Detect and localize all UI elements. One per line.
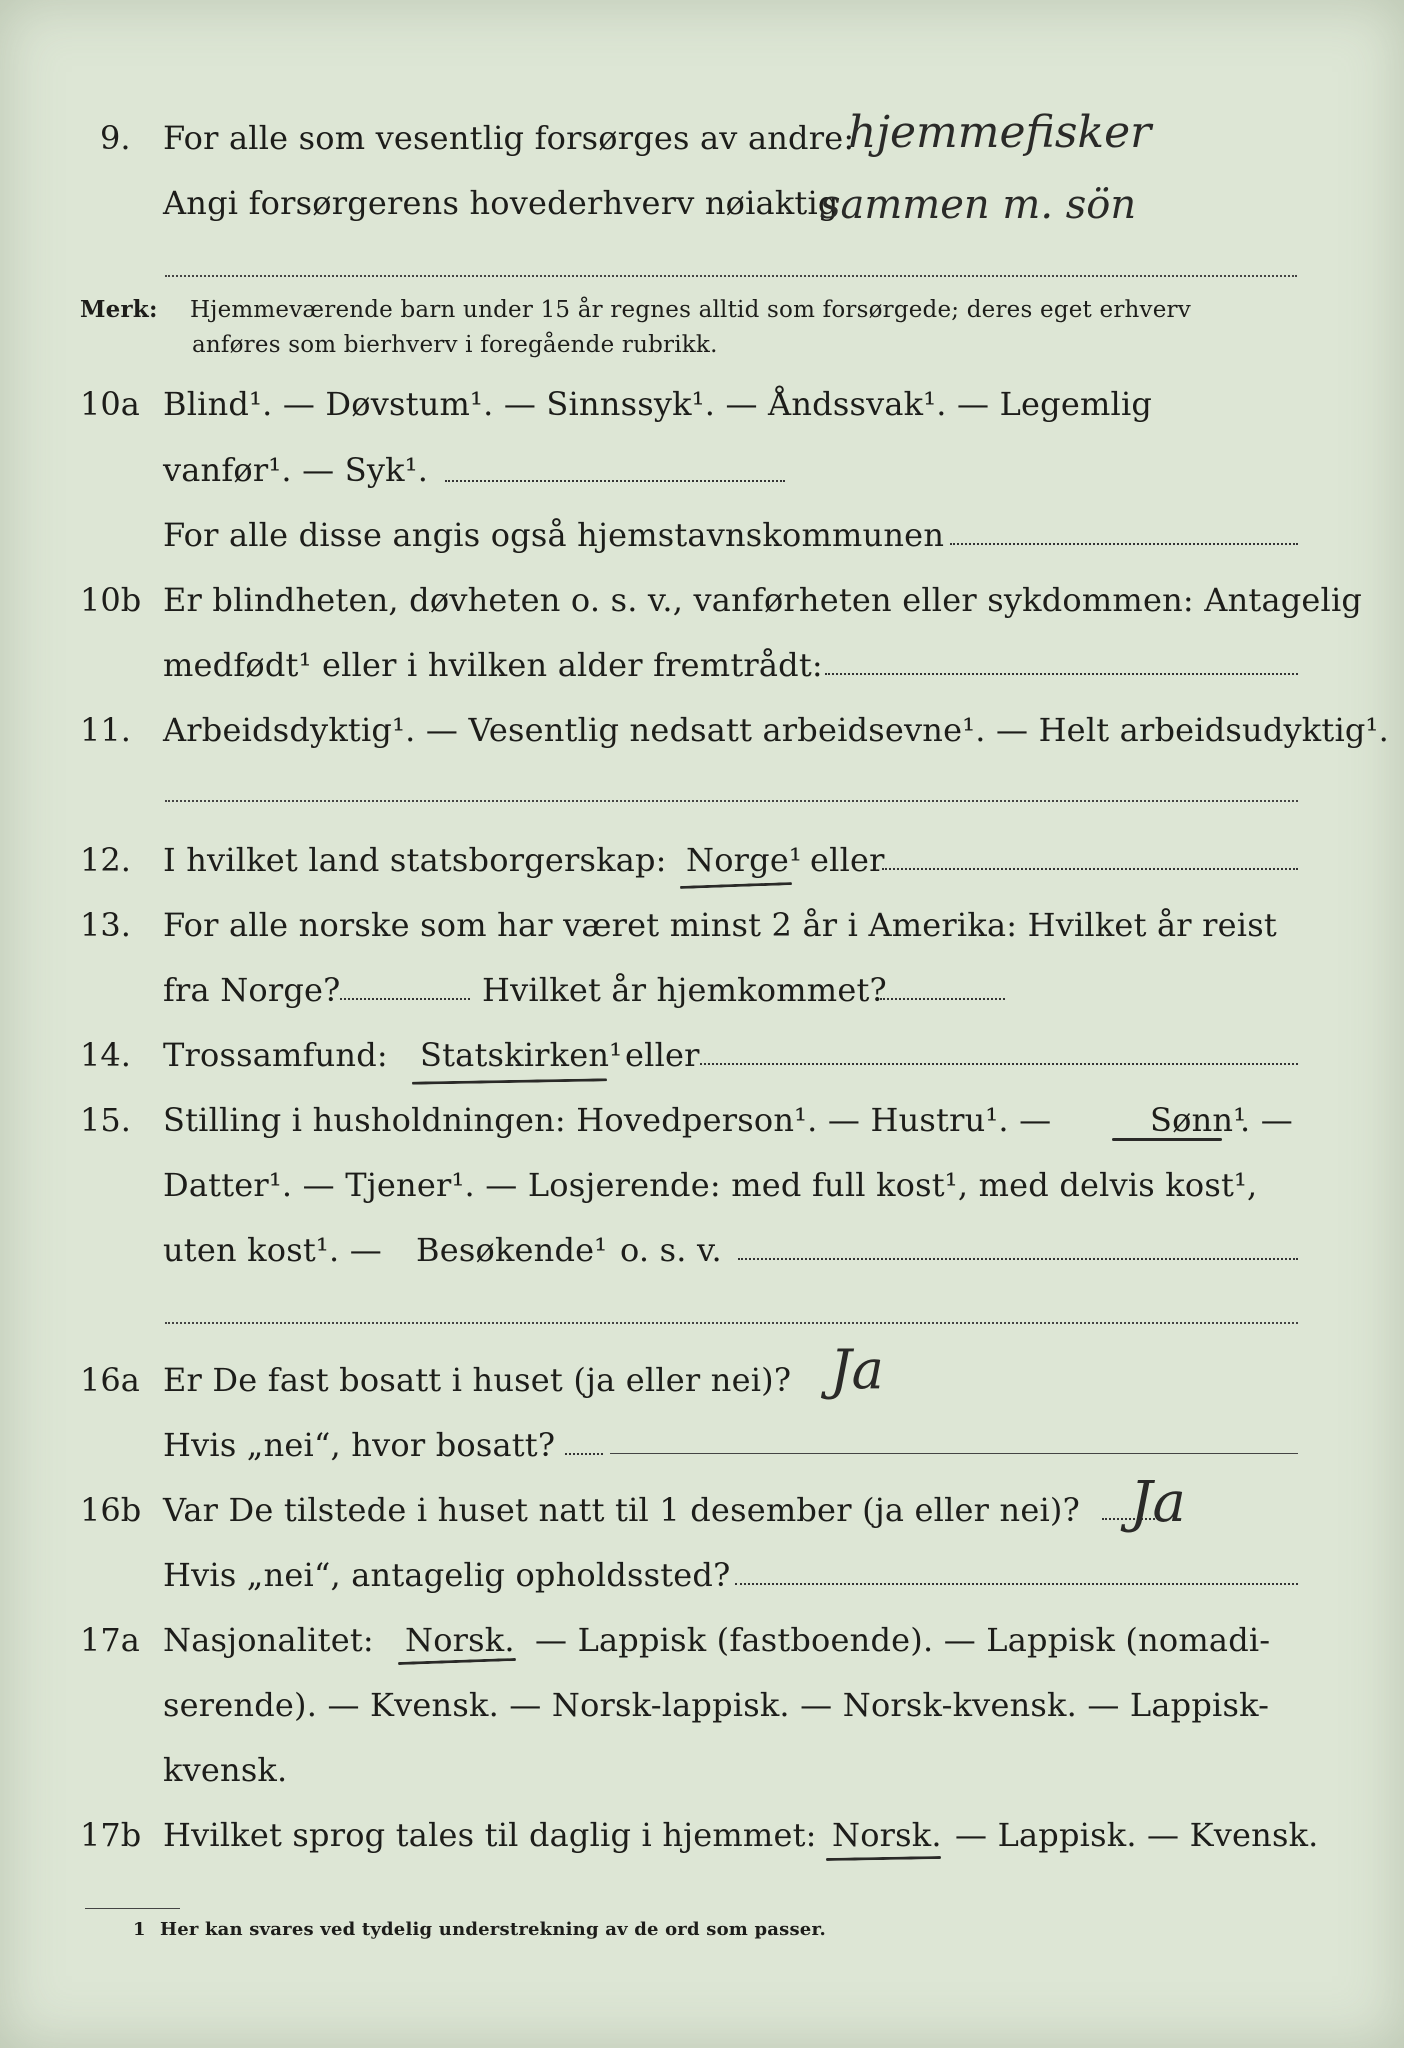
q16b-number: 16b: [80, 1491, 142, 1529]
q12-tail: eller: [810, 841, 885, 879]
q14-text: Trossamfund:: [163, 1036, 388, 1074]
q14-underline-mark: [412, 1078, 607, 1084]
q15-line1: Stilling i husholdningen: Hovedperson¹. — Hustru¹. —: [163, 1101, 1052, 1139]
q10a-line3: For alle disse angis også hjemstavnskommunen: [163, 516, 945, 554]
q15-option-besokende: Besøkende¹: [416, 1231, 608, 1269]
q12-underline-mark: [680, 882, 792, 889]
q9-answer-rule: [165, 275, 1297, 277]
q16b-handwritten-answer: Ja: [1130, 1470, 1186, 1535]
q12-option-norge: Norge¹: [686, 841, 803, 879]
q9-line1: For alle som vesentlig forsørges av andre:: [163, 119, 855, 157]
q15-line1-tail: . —: [1240, 1101, 1293, 1139]
q14-tail: eller: [625, 1036, 700, 1074]
q14-number: 14.: [80, 1036, 131, 1074]
q17b-underline-mark: [826, 1856, 941, 1861]
q10b-answer-line: [825, 673, 1298, 675]
q10a-number: 10a: [80, 385, 140, 423]
q11-answer-rule: [165, 800, 1298, 802]
q15-number: 15.: [80, 1101, 131, 1139]
q16b-opholdssted-answer-line: [735, 1583, 1298, 1585]
q17a-label: Nasjonalitet:: [163, 1621, 374, 1659]
q13-line2b: Hvilket år hjemkommet?: [482, 971, 887, 1009]
q10b-line2: medfødt¹ eller i hvilken alder fremtrådt:: [163, 646, 823, 684]
q15-line2: Datter¹. — Tjener¹. — Losjerende: med full kost¹, med delvis kost¹,: [163, 1166, 1258, 1204]
q13-hjemkommet-answer-line: [880, 998, 1005, 1000]
q12-number: 12.: [80, 841, 131, 879]
q10a-hjemstavn-answer-line: [950, 543, 1298, 545]
q16b-line2: Hvis „nei“, antagelig opholdssted?: [163, 1556, 731, 1594]
q10a-line2: vanfør¹. — Syk¹.: [163, 451, 429, 489]
q15-line3a: uten kost¹. —: [163, 1231, 382, 1269]
q16b-line1: Var De tilstede i huset natt til 1 desember (ja eller nei)?: [163, 1491, 1080, 1529]
footnote-text: Her kan svares ved tydelig understrekning av de ord som passer.: [160, 1919, 826, 1940]
q15-answer-line: [738, 1258, 1298, 1260]
q10a-line1: Blind¹. — Døvstum¹. — Sinnssyk¹. — Åndssvak¹. — Legemlig: [163, 385, 1153, 423]
q11-number: 11.: [80, 711, 131, 749]
q11-line1: Arbeidsdyktig¹. — Vesentlig nedsatt arbeidsevne¹. — Helt arbeidsudyktig¹.: [163, 711, 1389, 749]
q13-line2a: fra Norge?: [163, 971, 341, 1009]
q10b-number: 10b: [80, 581, 142, 619]
q16a-handwritten-answer: Ja: [830, 1338, 884, 1401]
merk-line2: anføres som bierhverv i foregående rubrikk.: [192, 332, 718, 358]
q12-text: I hvilket land statsborgerskap:: [163, 841, 667, 879]
q13-reist-answer-line: [340, 998, 470, 1000]
q17a-line2: serende). — Kvensk. — Norsk-lappisk. — Norsk-kvensk. — Lappisk-: [163, 1686, 1270, 1724]
q17a-line1-tail: — Lappisk (fastboende). — Lappisk (nomadi-: [535, 1621, 1271, 1659]
q17a-option-norsk: Norsk.: [405, 1621, 515, 1659]
merk-label: Merk:: [80, 296, 158, 323]
q13-number: 13.: [80, 906, 131, 944]
q17a-line3: kvensk.: [163, 1751, 288, 1789]
q15-underline-mark: [1112, 1138, 1222, 1141]
q12-answer-line: [882, 868, 1298, 870]
q16a-number: 16a: [80, 1361, 140, 1399]
q16a-line2: Hvis „nei“, hvor bosatt?: [163, 1426, 556, 1464]
q9-number: 9.: [100, 119, 131, 157]
footnote-mark: 1: [133, 1919, 146, 1940]
q17a-number: 17a: [80, 1621, 140, 1659]
q10b-line1: Er blindheten, døvheten o. s. v., vanførheten eller sykdommen: Antagelig: [163, 581, 1363, 619]
q15-option-sonn: Sønn¹: [1150, 1101, 1247, 1139]
q9-handwritten-answer1: hjemmefisker: [848, 107, 1152, 158]
q16a-line1: Er De fast bosatt i huset (ja eller nei)?: [163, 1361, 792, 1399]
q15-answer-rule: [165, 1322, 1298, 1324]
footnote-separator: [85, 1908, 180, 1909]
q16a-bosatt-answer-line: [610, 1453, 1298, 1454]
q13-line1: For alle norske som har været minst 2 år i Amerika: Hvilket år reist: [163, 906, 1277, 944]
q17b-tail: — Lappisk. — Kvensk.: [955, 1816, 1319, 1854]
q14-option-statskirken: Statskirken¹: [420, 1036, 623, 1074]
q14-answer-line: [700, 1063, 1298, 1065]
q10a-syk-answer-line: [445, 480, 785, 482]
q16a-bosatt-dots: [565, 1453, 603, 1455]
q9-handwritten-answer2: sammen m. sön: [820, 182, 1137, 228]
q15-line3c: o. s. v.: [620, 1231, 722, 1269]
q17b-option-norsk: Norsk.: [832, 1816, 942, 1854]
q17b-number: 17b: [80, 1816, 142, 1854]
merk-line1: Hjemmeværende barn under 15 år regnes alltid som forsørgede; deres eget erhverv: [190, 297, 1191, 323]
q9-line2: Angi forsørgerens hovederhverv nøiaktig: [163, 184, 839, 222]
q17b-text: Hvilket sprog tales til daglig i hjemmet:: [163, 1816, 817, 1854]
